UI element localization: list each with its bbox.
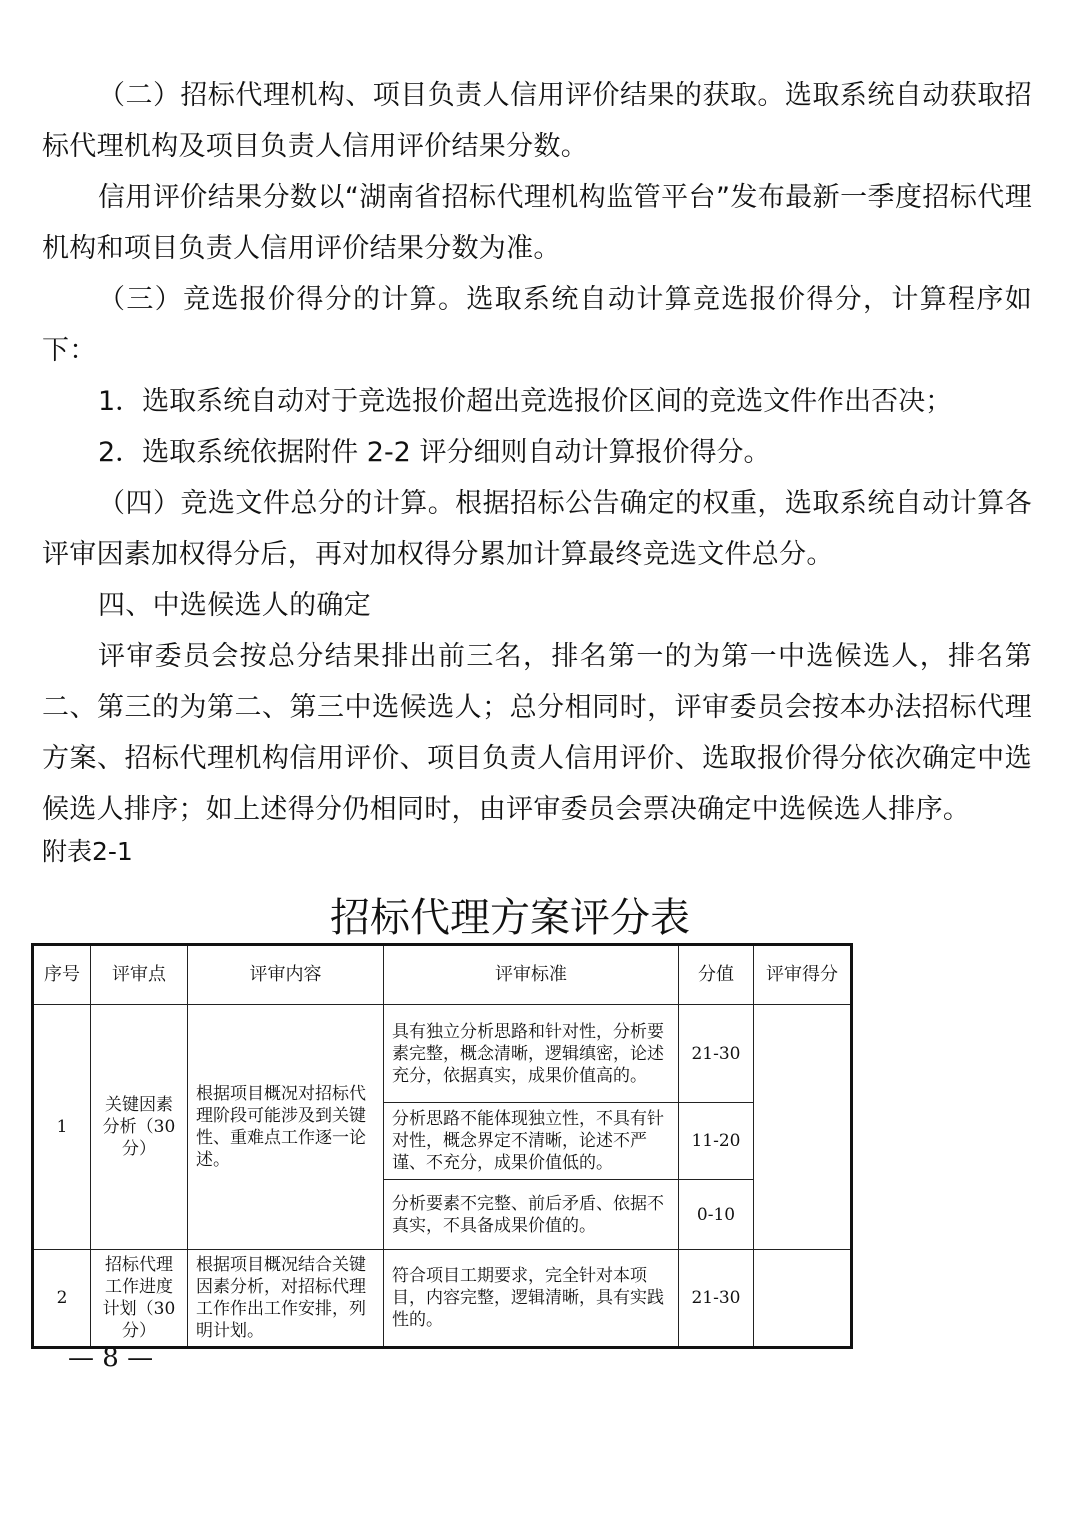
score-cell[interactable] — [754, 1250, 852, 1348]
review-content: 根据项目概况对招标代理阶段可能涉及到关键性、重难点工作逐一论述。 — [188, 1005, 384, 1250]
appendix-label: 附表2-1 — [42, 837, 133, 866]
criteria-text: 符合项目工期要求，完全针对本项目，内容完整，逻辑清晰，具有实践性的。 — [384, 1250, 679, 1348]
score-range: 21-30 — [679, 1005, 754, 1103]
list-item-2: 2．选取系统依据附件 2-2 评分细则自动计算报价得分。 — [98, 437, 771, 468]
paragraph-credit-result: （二）招标代理机构、项目负责人信用评价结果的获取。选取系统自动获取招标代理机构及项目负责人信用评价结果分数。 — [42, 80, 1032, 162]
table-row — [33, 1250, 852, 1348]
page-number: — 8 — — [68, 1343, 154, 1373]
row-number: 1 — [33, 1005, 91, 1250]
header-cell: 评审标准 — [384, 945, 679, 1005]
header-cell: 评审得分 — [754, 945, 852, 1005]
scoring-table — [31, 943, 853, 1349]
header-cell: 评审内容 — [188, 945, 384, 1005]
table-header-row — [33, 945, 852, 1005]
paragraph-credit-score-basis: 信用评价结果分数以“湖南省招标代理机构监管平台”发布最新一季度招标代理机构和项目负责人信用评价结果分数为准。 — [42, 182, 1032, 264]
review-point: 招标代理工作进度计划（30 分） — [91, 1250, 188, 1348]
review-point: 关键因素分析（30 分） — [91, 1005, 188, 1250]
row-number: 2 — [33, 1250, 91, 1348]
header-cell: 评审点 — [91, 945, 188, 1005]
header-cell: 分值 — [679, 945, 754, 1005]
header-cell: 序号 — [33, 945, 91, 1005]
review-content: 根据项目概况结合关键因素分析，对招标代理工作作出工作安排，列明计划。 — [188, 1250, 384, 1348]
table-title: 招标代理方案评分表 — [330, 895, 690, 941]
criteria-text: 分析要素不完整、前后矛盾、依据不真实，不具备成果价值的。 — [384, 1180, 679, 1250]
score-range: 0-10 — [679, 1180, 754, 1250]
criteria-text: 分析思路不能体现独立性，不具有针对性，概念界定不清晰，论述不严谨、不充分，成果价值低的。 — [384, 1103, 679, 1180]
list-item-1: 1．选取系统自动对于竞选报价超出竞选报价区间的竞选文件作出否决； — [98, 386, 953, 417]
paragraph-candidate-ranking: 评审委员会按总分结果排出前三名，排名第一的为第一中选候选人，排名第二、第三的为第二、第三中选候选人；总分相同时，评审委员会按本办法招标代理方案、招标代理机构信用评价、项目负责人信用评价、选取报价得分依次确定中选候选人排序；如上述得分仍相同时，由评审委员会票决确定中选候选人排序。 — [42, 641, 1032, 825]
score-range: 11-20 — [679, 1103, 754, 1180]
score-range: 21-30 — [679, 1250, 754, 1348]
score-cell[interactable] — [754, 1005, 852, 1250]
paragraph-price-score: （三）竞选报价得分的计算。选取系统自动计算竞选报价得分，计算程序如下： — [42, 284, 1032, 366]
table-row — [33, 1005, 852, 1103]
paragraph-total-score: （四）竞选文件总分的计算。根据招标公告确定的权重，选取系统自动计算各评审因素加权得分后，再对加权得分累加计算最终竞选文件总分。 — [42, 488, 1032, 570]
criteria-text: 具有独立分析思路和针对性，分析要素完整，概念清晰，逻辑缜密，论述充分，依据真实，成果价值高的。 — [384, 1005, 679, 1103]
section-heading: 四、中选候选人的确定 — [98, 590, 371, 621]
